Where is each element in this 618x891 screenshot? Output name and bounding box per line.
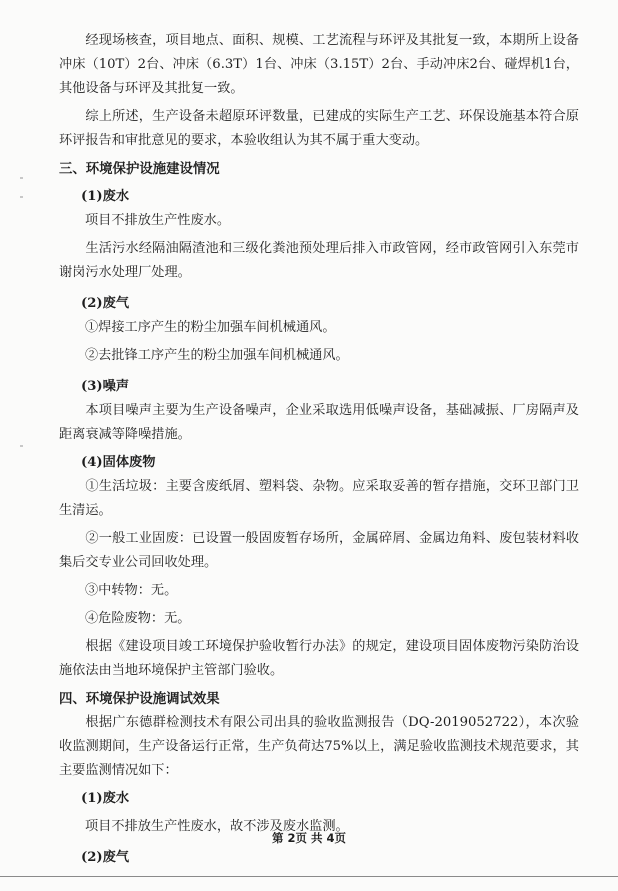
paragraph-summary: 综上所述，生产设备未超原环评数量，已建成的实际生产工艺、环保设施基本符合原环评报告和审批意见的要求，本验收组认为其不属于重大变动。 [59,109,579,148]
subheading-noise: (3)噪声 [81,379,130,394]
paragraph-s4-wastewater: 项目不排放生产性废水，故不涉及废水监测。 [85,819,349,834]
section-heading-3: 三、环境保护设施建设情况 [59,161,220,177]
paragraph-wastewater-1: 项目不排放生产性废水。 [85,213,231,228]
paragraph-site-verification: 经现场核查，项目地点、面积、规模、工艺流程与环评及其批复一致，本期所上设备冲床（10T）2台、冲床（6.3T）1台、冲床（3.15T）2台、手动冲床2台、碰焊机1台，其他设备与环评及其批复一致。 [59,33,579,96]
scan-margin-mark [20,445,23,447]
scan-edge-line [0,876,618,877]
subheading-s4-wastewater: (1)废水 [81,791,130,806]
list-item-exhaust-2: ②去批锋工序产生的粉尘加强车间机械通风。 [85,348,349,363]
list-item-solid-waste-3: ③中转物：无。 [85,583,178,598]
subheading-wastewater: (1)废水 [81,189,130,204]
section-heading-4: 四、环境保护设施调试效果 [59,691,220,707]
document-body [59,29,579,870]
paragraph-solid-waste-5: 根据《建设项目竣工环境保护验收暂行办法》的规定，建设项目固体废物污染防治设施依法由当地环境保护主管部门验收。 [59,639,579,678]
paragraph-noise: 本项目噪声主要为生产设备噪声，企业采取选用低噪声设备，基础减振、厂房隔声及距离衰减等降噪措施。 [59,403,579,442]
subheading-solid-waste: (4)固体废物 [81,455,156,470]
paragraph-solid-waste-1: ①生活垃圾：主要含废纸屑、塑料袋、杂物。应采取妥善的暂存措施，交环卫部门卫生清运。 [59,479,579,518]
page-number: 第 2页 共 4页 [271,831,346,845]
subheading-exhaust: (2)废气 [81,296,130,311]
paragraph-solid-waste-2: ②一般工业固废：已设置一般固废暂存场所，金属碎屑、金属边角料、废包装材料收集后交专业公司回收处理。 [59,531,579,570]
subheading-s4-exhaust: (2)废气 [81,850,130,865]
scan-margin-mark [20,196,23,198]
paragraph-wastewater-2: 生活污水经隔油隔渣池和三级化粪池预处理后排入市政管网，经市政管网引入东莞市谢岗污水处理厂处理。 [59,241,579,280]
list-item-solid-waste-4: ④危险废物：无。 [85,611,191,626]
paragraph-monitoring-report: 根据广东德群检测技术有限公司出具的验收监测报告（DQ-2019052722），本次验收监测期间，生产设备运行正常，生产负荷达75%以上，满足验收监测技术规范要求，其主要监测情况如下： [59,715,579,778]
list-item-exhaust-1: ①焊接工序产生的粉尘加强车间机械通风。 [85,320,336,335]
scan-margin-mark [20,177,23,179]
